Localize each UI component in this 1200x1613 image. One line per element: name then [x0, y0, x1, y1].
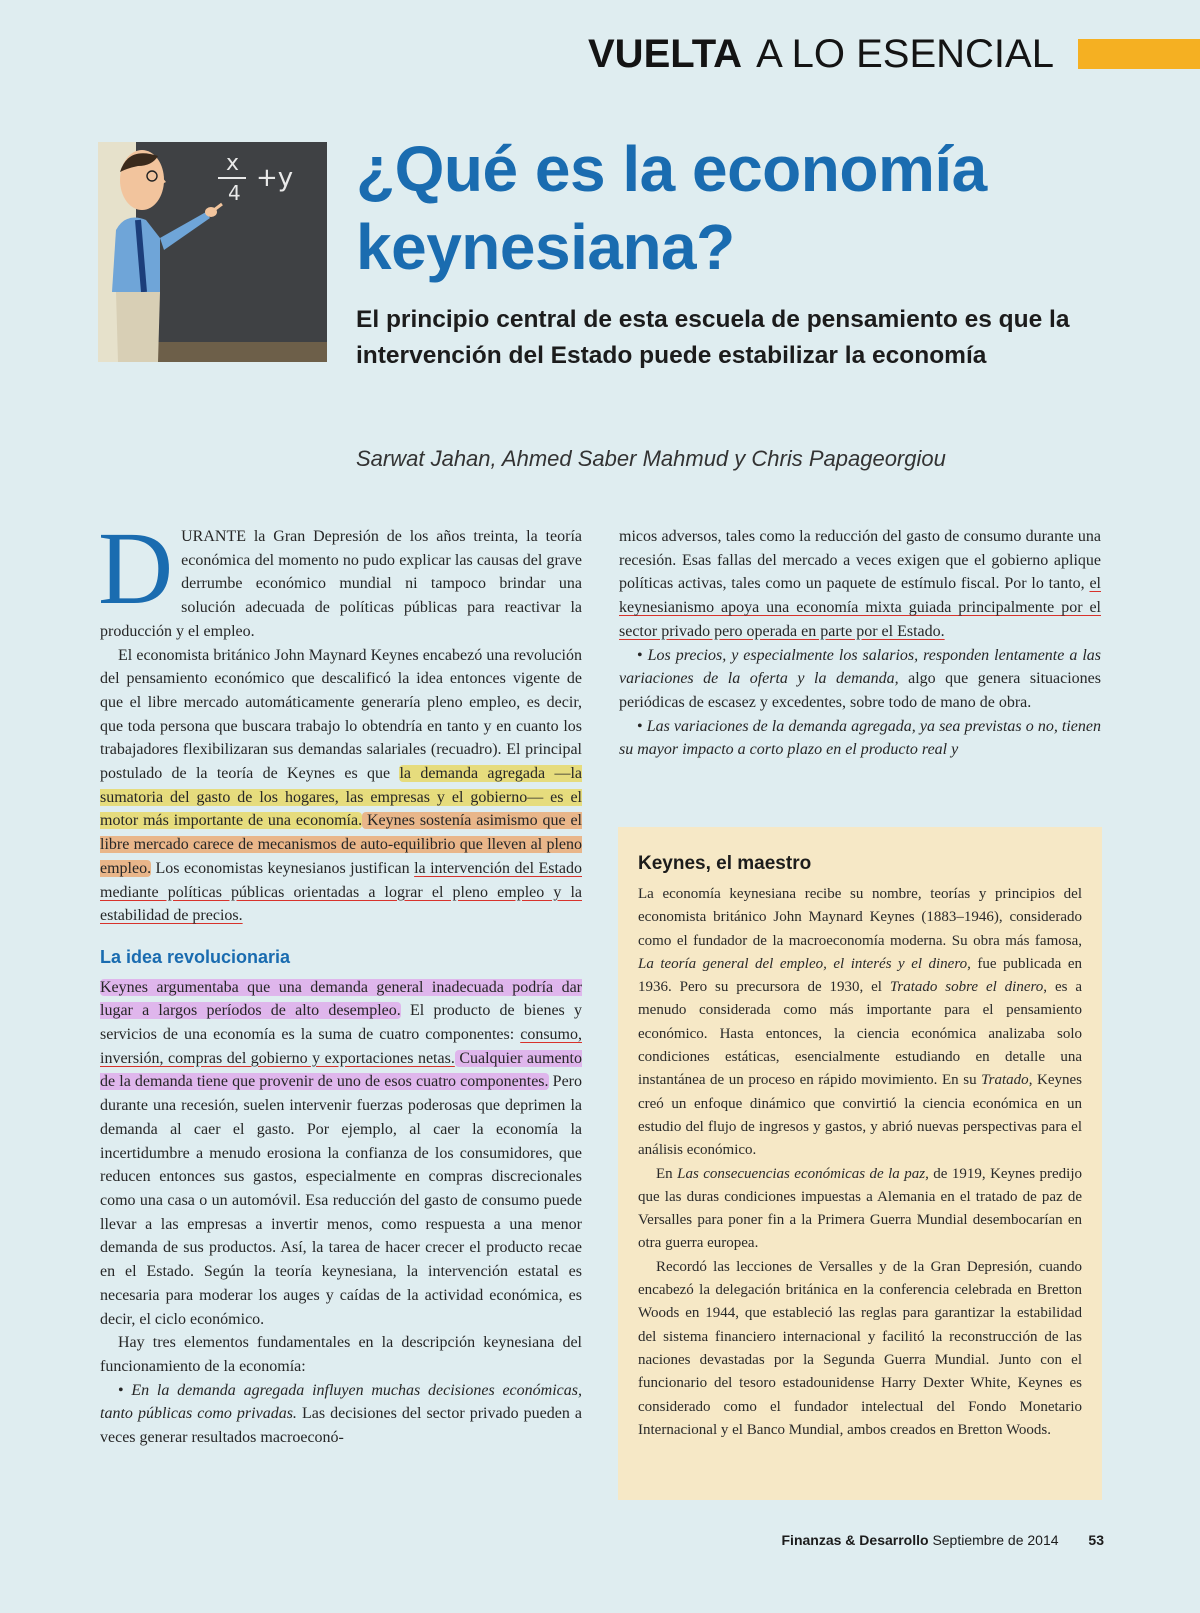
section-heading: La idea revolucionaria	[100, 946, 291, 967]
left-column	[98, 511, 583, 1450]
box-paragraph: En Las consecuencias económicas de la paz, de 1919, Keynes predijo que las duras condiciones impuestas a Alemania en el tratado de paz de Versalles para poner fin a la Primera Guerra Mundial desembocarían en otra guerra europea.	[638, 1165, 1082, 1252]
teacher-at-chalkboard-icon	[98, 142, 327, 362]
underline-mixed-economy: el keynesianismo apoya una economía mixta guiada principalmente por el sector privado pero operada en parte por el Estado.	[619, 575, 1101, 640]
page-footer	[700, 1532, 1104, 1548]
keynes-paragraph: El economista británico John Maynard Keynes encabezó una revolución del pensamiento económico que descalificó la idea entonces vigente de que el libre mercado automáticamente generaría pleno empleo, es decir, que toda persona que buscara trabajo lo obtendría en tanto y en cuanto los trabajadores flexibilizaran sus demandas salariales (recuadro). El principal postulado de la teoría de Keynes es que la demanda agregada —la sumatoria del gasto de los hogares, las empresas y el gobierno— es el motor más importante de una economía. Keynes sostenía asimismo que el libre mercado carece de mecanismos de auto-equilibrio que lleven al pleno empleo. Los economistas keynesianos justifican la intervención del Estado mediante políticas públicas orientadas a lograr el pleno empleo y la estabilidad de precios.	[100, 646, 583, 925]
box-paragraph: La economía keynesiana recibe su nombre, teorías y principios del economista británico John Maynard Keynes (1883–1946), considerado como el fundador de la macroeconomía moderna. Su obra más famosa, La teoría general del empleo, el interés y el dinero, fue publicada en 1936. Pero su precursora de 1930, el Tratado sobre el dinero, es a menudo considerada como más importante para el pensamiento económico. Hasta entonces, la ciencia económica analizaba solo condiciones estáticas, esencialmente estudiando en detalle una instantánea de un proceso en rápido movimiento. En su Tratado, Keynes creó un enfoque dinámico que convirtió la ciencia económica en un estudio del flujo de ingresos y gastos, y abrió nuevas perspectivas para el análisis económico.	[638, 886, 1082, 1159]
continued-paragraph: micos adversos, tales como la reducción del gasto de consumo durante una recesión. Esas fallas del mercado a veces exigen que el gobierno aplique políticas activas, tales como un paquete de estímulo fiscal. Por lo tanto, el keynesianismo apoya una economía mixta guiada principalmente por el sector privado pero operada en parte por el Estado.	[619, 528, 1101, 640]
highlight-market: Keynes sostenía asimismo que el libre mercado carece de mecanismos de auto-equilibrio que lleven al pleno empleo.	[100, 812, 583, 877]
svg-text:+y: +y	[256, 163, 294, 193]
underline-intervention: la intervención del Estado mediante políticas públicas orientadas a lograr el pleno empleo y la estabilidad de precios.	[100, 859, 582, 925]
bullet-item: • Las variaciones de la demanda agregada, ya sea previstas o no, tienen su mayor impacto a corto plazo en el producto real y	[619, 717, 1101, 759]
box-paragraph: Recordó las lecciones de Versalles y de la Gran Depresión, cuando encabezó la delegación británica en la conferencia celebrada en Bretton Woods en 1944, que estableció las reglas para garantizar la estabilidad del sistema financiero internacional y facilitó la reconstrucción de las naciones devastadas por la Segunda Guerra Mundial. Junto con el funcionario del tesoro estadounidense Harry Dexter White, Keynes es considerado como el fundador intelectual del Fondo Monetario Internacional y el Banco Mundial, ambos creados en Bretton Woods.	[638, 1258, 1082, 1438]
bullet-item: • Los precios, y especialmente los salarios, responden lentamente a las variaciones de la oferta y la demanda, algo que genera situaciones periódicas de escasez y excedentes, sobre todo de mano de obra.	[619, 646, 1101, 711]
article-subtitle: El principio central de esta escuela de pensamiento es que la intervención del Estado puede estabilizar la economía	[356, 306, 1070, 369]
svg-text:4: 4	[228, 181, 241, 205]
issue-date: Septiembre de 2014	[932, 1532, 1059, 1548]
sidebar-box	[618, 827, 1102, 1500]
section-header-rest: A LO ESENCIAL	[756, 31, 1054, 76]
elements-paragraph: Hay tres elementos fundamentales en la descripción keynesiana del funcionamiento de la economía:	[100, 1334, 582, 1375]
highlight-components: Cualquier aumento de la demanda tiene que provenir de uno de esos cuatro componentes.	[100, 1049, 582, 1091]
magazine-name: Finanzas & Desarrollo	[781, 1532, 929, 1548]
article-authors: Sarwat Jahan, Ahmed Saber Mahmud y Chris Papageorgiou	[356, 446, 946, 471]
highlight-unemployment: Keynes argumentaba que una demanda general inadecuada podría dar lugar a largos períodos de alto desempleo.	[100, 978, 582, 1020]
box-title: Keynes, el maestro	[638, 853, 812, 874]
section-accent-bar	[1078, 39, 1200, 69]
revolution-paragraph: Keynes argumentaba que una demanda general inadecuada podría dar lugar a largos períodos de alto desempleo. El producto de bienes y servicios de una economía es la suma de cuatro componentes: consumo, inversión, compras del gobierno y exportaciones netas. Cualquier aumento de la demanda tiene que provenir de uno de esos cuatro componentes. Pero durante una recesión, suelen intervenir fuerzas poderosas que deprimen la demanda al caer el gasto. Por ejemplo, al caer la economía la incertidumbre a menudo erosiona la confianza de los consumidores, que reducen entonces sus gastos, especialmente en compras discrecionales como una casa o un automóvil. Esa reducción del gasto de consumo puede llevar a las empresas a invertir menos, como respuesta a una menor demanda de sus productos. Así, la tarea de hacer crecer el producto recae en el Estado. Según la teoría keynesiana, la intervención estatal es necesaria para moderar los auges y caídas de la actividad económica, es decir, el ciclo económico.	[100, 978, 583, 1328]
underline-components: consumo, inversión, compras del gobierno y exportaciones netas.	[100, 1026, 582, 1067]
page-number: 53	[1088, 1532, 1104, 1548]
intro-paragraph: DURANTE la Gran Depresión de los años treinta, la teoría económica del momento no pudo explicar las causas del grave derrumbe económico mundial ni tampoco brindar una solución adecuada de políticas públicas para reactivar la producción y el empleo.	[98, 511, 582, 640]
right-column	[619, 525, 1101, 762]
highlight-demand: la demanda agregada —la sumatoria del gasto de los hogares, las empresas y el gobierno— es el motor más importante de una economía.	[100, 765, 582, 830]
chalk-text: x	[226, 151, 240, 176]
section-header-bold: VUELTA	[588, 31, 743, 76]
bullet-item: • En la demanda agregada influyen muchas decisiones económicas, tanto públicas como privadas. Las decisiones del sector privado pueden a veces generar resultados macroeconó-	[100, 1381, 582, 1447]
drop-cap: D	[98, 511, 174, 626]
article-title: ¿Qué es la economía keynesiana?	[356, 133, 987, 283]
section-header	[588, 30, 1200, 78]
